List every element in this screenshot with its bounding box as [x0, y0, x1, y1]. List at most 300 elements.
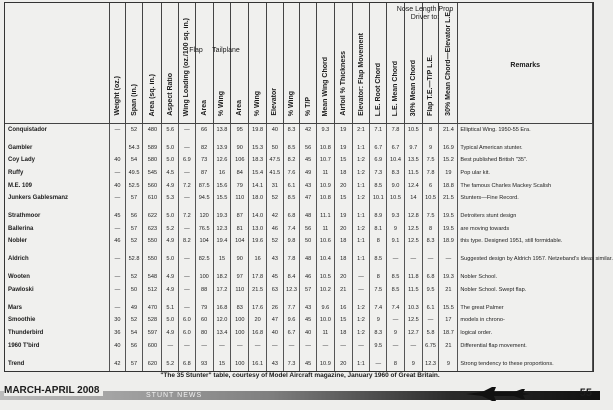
remarks-cell: are moving towards: [458, 223, 593, 236]
table-cell: 90: [231, 254, 249, 267]
table-cell: 9: [370, 315, 387, 328]
aircraft-name: 1960 T'bird: [5, 340, 110, 353]
table-cell: 45: [300, 315, 317, 328]
table-cell: 15: [213, 358, 231, 371]
table-cell: 19.4: [213, 236, 231, 249]
aircraft-name: Nobler: [5, 236, 110, 249]
table-cell: 54: [125, 155, 143, 168]
header-area: Area (sq. in.): [148, 73, 156, 116]
table-cell: 8.5: [283, 193, 300, 206]
table-cell: 15.2: [439, 155, 458, 168]
table-cell: —: [387, 340, 405, 353]
table-cell: 10.8: [316, 193, 334, 206]
table-cell: 56: [300, 142, 317, 155]
aircraft-name: Thunderbird: [5, 328, 110, 341]
table-cell: —: [110, 254, 125, 267]
table-cell: 5.2: [162, 223, 179, 236]
table-cell: 93: [195, 358, 213, 371]
table-cell: 100: [231, 358, 249, 371]
table-cell: 100: [231, 328, 249, 341]
table-cell: —: [422, 315, 439, 328]
table-cell: 9: [439, 358, 458, 371]
table-cell: 18: [334, 254, 352, 267]
table-cell: 43: [300, 302, 317, 315]
table-cell: 9.3: [387, 211, 405, 224]
aircraft-name: M.E. 109: [5, 180, 110, 193]
remarks-cell: logical order.: [458, 328, 593, 341]
table-cell: —: [283, 340, 300, 353]
table-cell: 12.0: [213, 315, 231, 328]
table-cell: 11.1: [316, 211, 334, 224]
table-cell: 512: [143, 284, 162, 297]
table-cell: 50: [125, 284, 143, 297]
table-cell: 15.3: [249, 142, 267, 155]
table-cell: 12.3: [283, 284, 300, 297]
table-row: [5, 142, 593, 155]
table-cell: 9: [404, 358, 422, 371]
table-cell: 5.0: [162, 211, 179, 224]
table-cell: 6.8: [422, 272, 439, 285]
table-cell: 9.6: [316, 302, 334, 315]
table-cell: 17.6: [249, 302, 267, 315]
table-cell: 580: [143, 155, 162, 168]
page-footer: [0, 383, 600, 410]
table-cell: 52: [125, 315, 143, 328]
table-cell: 73: [195, 155, 213, 168]
table-cell: 12.7: [404, 328, 422, 341]
remarks-cell: Strong tendency to these proportions.: [458, 358, 593, 371]
table-cell: 1:1: [352, 236, 370, 249]
table-cell: 20: [334, 223, 352, 236]
header-tail-group: Tailplane: [212, 47, 240, 54]
table-cell: 14: [404, 193, 422, 206]
table-cell: 6.7: [370, 142, 387, 155]
aircraft-name: Coy Lady: [5, 155, 110, 168]
table-cell: 40: [110, 340, 125, 353]
table-cell: 106: [231, 155, 249, 168]
table-cell: 16.8: [249, 328, 267, 341]
table-cell: 1:1: [352, 358, 370, 371]
table-cell: 11: [316, 223, 334, 236]
table-cell: 620: [143, 358, 162, 371]
table-row: [5, 328, 593, 341]
table-cell: 15: [334, 193, 352, 206]
table-cell: 82.5: [195, 254, 213, 267]
table-cell: 48: [300, 211, 317, 224]
header-mean-elev: 30% Mean Chord—Elevator L.E.: [444, 10, 452, 116]
table-cell: 45: [110, 211, 125, 224]
header-mean-chord: Mean Wing Chord: [321, 56, 329, 116]
table-cell: 90: [231, 142, 249, 155]
table-cell: —: [231, 340, 249, 353]
table-cell: 13.4: [213, 328, 231, 341]
table-cell: 19: [439, 167, 458, 180]
table-cell: 12.3: [422, 358, 439, 371]
table-cell: 4.9: [162, 272, 179, 285]
table-cell: 8: [370, 236, 387, 249]
table-cell: 5.8: [422, 328, 439, 341]
table-cell: 8.5: [387, 284, 405, 297]
table-cell: 10.6: [316, 236, 334, 249]
table-cell: 16: [213, 167, 231, 180]
remarks-cell: Differential flap movement.: [458, 340, 593, 353]
table-cell: 21.5: [439, 193, 458, 206]
table-cell: 7.4: [387, 302, 405, 315]
table-cell: —: [162, 340, 179, 353]
table-cell: —: [370, 358, 387, 371]
table-cell: —: [179, 302, 196, 315]
table-cell: 1:2: [352, 328, 370, 341]
table-cell: 16.1: [249, 358, 267, 371]
table-cell: 15.6: [213, 180, 231, 193]
table-cell: 5.1: [162, 302, 179, 315]
table-cell: 5.2: [162, 358, 179, 371]
table-cell: 45: [300, 155, 317, 168]
table-cell: 7.5: [422, 211, 439, 224]
table-cell: 480: [143, 124, 162, 137]
table-cell: 18.9: [439, 236, 458, 249]
table-cell: 10.0: [316, 315, 334, 328]
table-cell: 56: [125, 340, 143, 353]
table-cell: 57: [125, 193, 143, 206]
table-cell: 6.75: [422, 340, 439, 353]
table-cell: 56: [300, 223, 317, 236]
table-cell: 18.8: [439, 180, 458, 193]
table-row: [5, 340, 593, 353]
stunter-table: [4, 2, 613, 372]
table-cell: 45: [267, 272, 284, 285]
header-span: Span (in.): [130, 84, 138, 116]
table-cell: 19.5: [439, 223, 458, 236]
table-cell: 13.9: [213, 142, 231, 155]
table-cell: 80: [195, 328, 213, 341]
table-cell: 623: [143, 223, 162, 236]
table-cell: 48: [300, 254, 317, 267]
table-cell: 16.9: [439, 142, 458, 155]
table-cell: 8.5: [370, 254, 387, 267]
table-cell: 15.5: [439, 302, 458, 315]
table-cell: 7.1: [370, 124, 387, 137]
table-cell: —: [352, 284, 370, 297]
table-cell: 47: [267, 315, 284, 328]
table-cell: 7.3: [370, 167, 387, 180]
table-cell: 6.0: [179, 328, 196, 341]
table-cell: 19.3: [213, 211, 231, 224]
table-row: [5, 254, 593, 267]
table-cell: 104: [195, 236, 213, 249]
table-cell: 87.5: [195, 180, 213, 193]
table-cell: —: [404, 254, 422, 267]
table-cell: 49: [125, 302, 143, 315]
table-row: [5, 315, 593, 328]
table-cell: 8.3: [422, 236, 439, 249]
table-cell: 550: [143, 236, 162, 249]
table-cell: 7.8: [422, 167, 439, 180]
table-cell: 6.1: [283, 180, 300, 193]
table-cell: 548: [143, 272, 162, 285]
table-cell: 10.5: [316, 272, 334, 285]
header-elev-flap: Elevator: Flap Movement: [357, 33, 365, 116]
table-cell: 42: [300, 124, 317, 137]
table-cell: 7.2: [179, 180, 196, 193]
table-cell: 16.8: [213, 302, 231, 315]
table-cell: 8.5: [283, 142, 300, 155]
table-cell: 10.5: [422, 193, 439, 206]
table-cell: 10.1: [370, 193, 387, 206]
table-cell: 87: [195, 167, 213, 180]
table-cell: 40: [300, 328, 317, 341]
table-cell: 87: [231, 211, 249, 224]
table-cell: 19.6: [249, 236, 267, 249]
table-cell: 110: [231, 284, 249, 297]
table-cell: —: [267, 340, 284, 353]
table-cell: 11: [316, 167, 334, 180]
table-cell: 63: [267, 284, 284, 297]
table-cell: —: [110, 223, 125, 236]
table-row: [5, 358, 593, 371]
aircraft-name: Mars: [5, 302, 110, 315]
header-prop-group: Nose Length Prop Driver to:: [396, 6, 454, 21]
aircraft-name: Trend: [5, 358, 110, 371]
page-number: 55: [579, 387, 592, 399]
table-cell: 15: [334, 155, 352, 168]
table-cell: 5.3: [162, 193, 179, 206]
aircraft-name: Ruffy: [5, 167, 110, 180]
table-cell: 12.5: [404, 236, 422, 249]
table-cell: 2:1: [352, 124, 370, 137]
table-cell: 13.5: [404, 155, 422, 168]
table-cell: 470: [143, 302, 162, 315]
table-cell: 15.5: [213, 193, 231, 206]
table-cell: 83: [231, 302, 249, 315]
table-cell: 528: [143, 315, 162, 328]
table-cell: —: [179, 167, 196, 180]
table-cell: 1:2: [352, 155, 370, 168]
table-cell: 8.4: [283, 272, 300, 285]
table-cell: 1:2: [352, 315, 370, 328]
table-cell: 6.1: [422, 302, 439, 315]
aircraft-name: Wooten: [5, 272, 110, 285]
table-cell: 13.8: [213, 124, 231, 137]
table-cell: 9: [387, 223, 405, 236]
header-mean-30: 30% Mean Chord: [409, 59, 417, 116]
table-cell: 610: [143, 193, 162, 206]
header-le-root: L.E. Root Chord: [374, 62, 382, 116]
table-cell: 9: [387, 328, 405, 341]
table-cell: 54: [125, 328, 143, 341]
table-cell: 18.7: [439, 328, 458, 341]
table-cell: 18.0: [249, 193, 267, 206]
aircraft-name: Pawloski: [5, 284, 110, 297]
table-cell: 9.1: [387, 236, 405, 249]
table-cell: 6: [422, 180, 439, 193]
table-cell: 6.9: [370, 155, 387, 168]
header-remarks: Remarks: [510, 62, 540, 69]
table-cell: 43: [267, 254, 284, 267]
table-cell: 57: [125, 358, 143, 371]
table-cell: 79: [231, 180, 249, 193]
table-cell: 100: [231, 315, 249, 328]
table-cell: 12.6: [213, 155, 231, 168]
remarks-cell: The great Palmer: [458, 302, 593, 315]
table-cell: 8.3: [283, 124, 300, 137]
table-cell: 600: [143, 340, 162, 353]
remarks-cell: this type. Designed 1951, still formidable.: [458, 236, 593, 249]
table-cell: 18.3: [249, 155, 267, 168]
table-cell: 52.5: [125, 180, 143, 193]
issue-date: MARCH-APRIL 2008: [4, 385, 103, 396]
header-airfoil: Airfoil % Thickness: [339, 51, 347, 116]
table-cell: 7.5: [422, 155, 439, 168]
table-cell: 11: [316, 328, 334, 341]
table-cell: 15: [334, 315, 352, 328]
table-cell: 4.9: [162, 284, 179, 297]
table-cell: 5.0: [162, 155, 179, 168]
table-cell: —: [179, 223, 196, 236]
remarks-cell: Suggested design by Aldrich 1957. Netzeband's ideas similar.: [458, 254, 593, 267]
table-cell: 9: [422, 142, 439, 155]
table-cell: 8.5: [370, 180, 387, 193]
header-flap-te: Flap T.E.—T/P L.E.: [427, 55, 435, 116]
table-cell: 13.0: [249, 223, 267, 236]
table-cell: 19: [334, 211, 352, 224]
table-cell: 10.5: [387, 193, 405, 206]
table-row: [5, 284, 593, 297]
table-cell: 84: [231, 167, 249, 180]
table-cell: 8.3: [370, 328, 387, 341]
table-cell: —: [110, 302, 125, 315]
table-cell: 20: [249, 315, 267, 328]
table-cell: 49: [300, 167, 317, 180]
aircraft-name: Ballerina: [5, 223, 110, 236]
table-cell: 9.0: [387, 180, 405, 193]
table-cell: 12.3: [213, 223, 231, 236]
table-cell: 21.4: [439, 124, 458, 137]
table-cell: —: [387, 315, 405, 328]
aircraft-name: Junkers Gablesmanz: [5, 193, 110, 206]
table-cell: —: [300, 340, 317, 353]
table-cell: 81: [231, 223, 249, 236]
header-row: [5, 3, 593, 124]
table-cell: —: [179, 193, 196, 206]
table-cell: 5.6: [162, 124, 179, 137]
table-cell: 40: [110, 155, 125, 168]
table-cell: 4.9: [162, 328, 179, 341]
table-cell: 57: [125, 223, 143, 236]
table-cell: —: [179, 254, 196, 267]
table-cell: 9.8: [283, 236, 300, 249]
table-cell: 19: [334, 124, 352, 137]
table-cell: 589: [143, 142, 162, 155]
table-cell: 97: [231, 272, 249, 285]
table-cell: —: [179, 340, 196, 353]
table-cell: 12.8: [404, 211, 422, 224]
table-cell: 18.2: [213, 272, 231, 285]
table-cell: 12.4: [404, 180, 422, 193]
remarks-cell: Typical American stunter.: [458, 142, 593, 155]
table-cell: 1:2: [352, 302, 370, 315]
table-cell: —: [179, 284, 196, 297]
header-flap-area: Area: [200, 100, 208, 116]
table-cell: 1:1: [352, 254, 370, 267]
table-cell: 95: [231, 124, 249, 137]
table-cell: 41.5: [267, 167, 284, 180]
table-cell: 14.1: [249, 180, 267, 193]
table-cell: —: [352, 340, 370, 353]
table-cell: 12.5: [404, 315, 422, 328]
table-cell: 52: [125, 236, 143, 249]
aircraft-name: Smoothie: [5, 315, 110, 328]
table-cell: 10.7: [316, 155, 334, 168]
table-cell: 15.4: [249, 167, 267, 180]
table-cell: 21.5: [249, 284, 267, 297]
table-cell: 66: [195, 124, 213, 137]
table-cell: —: [249, 340, 267, 353]
table-cell: 40: [267, 124, 284, 137]
table-row: [5, 193, 593, 206]
table-cell: 36: [110, 328, 125, 341]
table-cell: 94.5: [195, 193, 213, 206]
table-cell: —: [110, 284, 125, 297]
table-cell: 46: [300, 272, 317, 285]
table-cell: —: [110, 193, 125, 206]
table-cell: 10.8: [316, 142, 334, 155]
remarks-cell: Pop ular kit.: [458, 167, 593, 180]
table-cell: 6.0: [179, 315, 196, 328]
header-flap-pct: % Wing: [218, 90, 226, 116]
table-cell: 8.2: [283, 155, 300, 168]
table-row: [5, 223, 593, 236]
table-cell: 18: [334, 328, 352, 341]
table-cell: 15: [213, 254, 231, 267]
table-cell: 8: [422, 124, 439, 137]
magazine-name: STUNT NEWS: [146, 392, 203, 399]
table-cell: 6.8: [179, 358, 196, 371]
header-name-col: [5, 3, 110, 124]
table-cell: 1:2: [352, 223, 370, 236]
table-cell: 5.0: [162, 142, 179, 155]
table-cell: 1:2: [352, 193, 370, 206]
table-cell: 7.2: [179, 211, 196, 224]
table-cell: —: [334, 340, 352, 353]
table-cell: —: [439, 254, 458, 267]
table-cell: 1:1: [352, 211, 370, 224]
table-cell: 1:1: [352, 142, 370, 155]
table-cell: 6.9: [179, 155, 196, 168]
table-cell: 12.5: [404, 223, 422, 236]
table-cell: 19.5: [439, 211, 458, 224]
table-cell: 8: [387, 358, 405, 371]
table-cell: 8.9: [370, 211, 387, 224]
table-cell: 18: [334, 167, 352, 180]
table-cell: 10.4: [316, 254, 334, 267]
table-cell: 21: [439, 340, 458, 353]
header-elev-group: Elevator: [271, 88, 279, 116]
table-cell: 18: [334, 236, 352, 249]
table-cell: 545: [143, 167, 162, 180]
table-cell: —: [179, 272, 196, 285]
table-row: [5, 302, 593, 315]
header-weight: Weight (oz.): [113, 76, 121, 116]
table-cell: 19.8: [249, 124, 267, 137]
table-cell: 5.0: [162, 315, 179, 328]
table-row: [5, 236, 593, 249]
header-tail-pct: % Wing: [254, 90, 262, 116]
table-cell: 47.5: [267, 155, 284, 168]
table-cell: 11.5: [404, 284, 422, 297]
table-cell: 43: [267, 358, 284, 371]
table-cell: 10.9: [316, 180, 334, 193]
